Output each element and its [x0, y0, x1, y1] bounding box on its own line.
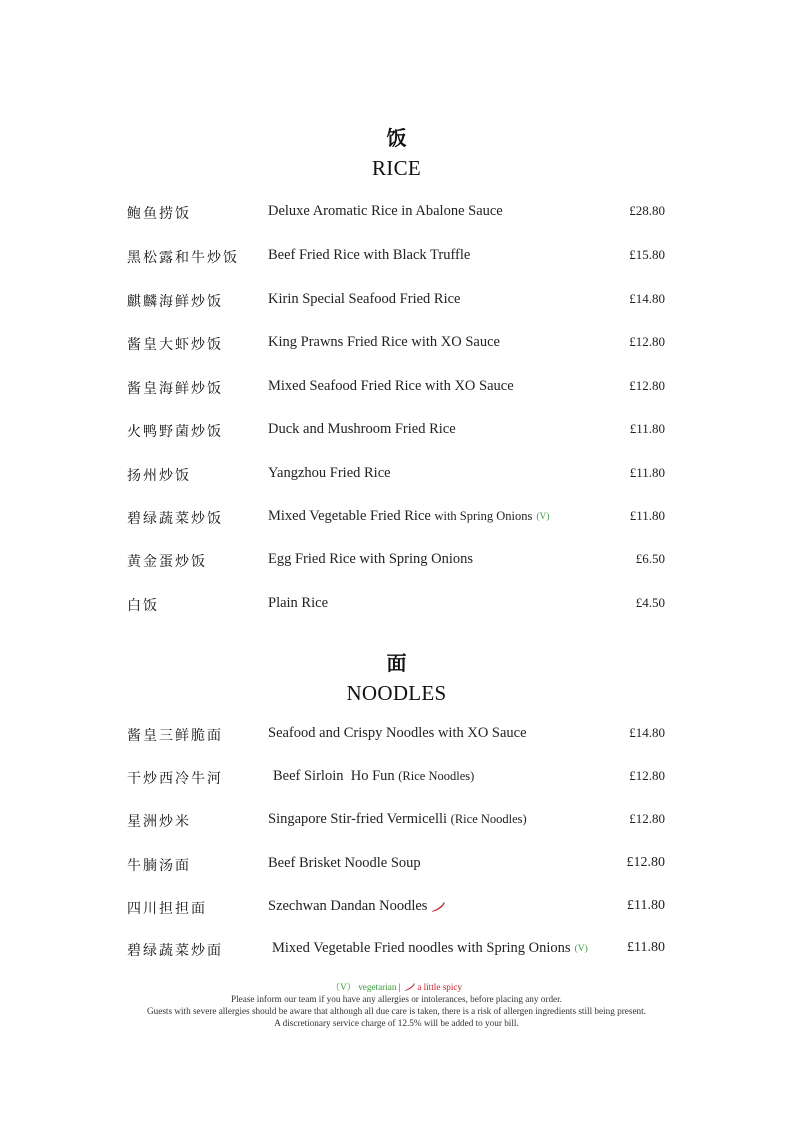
dish-name-en: Duck and Mushroom Fried Rice [268, 421, 456, 437]
rice-title-zh: 饭 [386, 126, 407, 150]
noodles-title-en: NOODLES [346, 681, 447, 705]
legend [0, 982, 793, 995]
dish-name-zh: 星洲炒米 [127, 814, 191, 830]
dish-name-en: King Prawns Fried Rice with XO Sauce [268, 334, 500, 350]
menu-item [0, 940, 793, 964]
dish-name-main: Mixed Vegetable Fried Rice [268, 508, 431, 524]
dish-name-zh: 牛腩汤面 [127, 858, 191, 874]
chili-pepper-icon [404, 983, 415, 995]
dish-name-en [268, 508, 550, 525]
menu-item [0, 203, 793, 227]
dish-name-zh: 黑松露和牛炒饭 [127, 250, 239, 266]
dish-name-zh: 火鸭野菌炒饭 [127, 424, 223, 440]
dish-name-en: Mixed Seafood Fried Rice with XO Sauce [268, 378, 514, 394]
dish-name-zh: 扬州炒饭 [127, 468, 191, 484]
dish-price: £14.80 [629, 291, 665, 306]
dish-name-en: Deluxe Aromatic Rice in Abalone Sauce [268, 203, 503, 219]
dish-name-suffix: (Rice Noodles) [450, 812, 527, 826]
dish-price: £11.80 [629, 465, 665, 480]
legend-spicy: a little spicy [417, 982, 463, 992]
dish-name-zh: 干炒西冷牛河 [127, 771, 223, 787]
menu-item [0, 551, 793, 575]
dish-price: £6.50 [635, 551, 665, 566]
dish-price: £12.80 [629, 334, 665, 349]
service-charge-note: A discretionary service charge of 12.5% will be added to your bill. [274, 1018, 519, 1028]
dish-price: £11.80 [629, 508, 665, 523]
menu-item [0, 725, 793, 749]
dish-price: £28.80 [629, 203, 665, 218]
dish-name-main: Szechwan Dandan Noodles [268, 898, 428, 914]
legend-separator: | [398, 982, 401, 992]
dish-price: £4.50 [635, 595, 665, 610]
dish-name-en [268, 898, 445, 917]
dish-name-suffix: (Rice Noodles) [398, 769, 475, 783]
menu-item [0, 465, 793, 489]
dish-name-en [272, 940, 588, 957]
menu-item [0, 421, 793, 445]
dish-name-zh: 酱皇海鲜炒饭 [127, 381, 223, 397]
dish-price: £12.80 [629, 378, 665, 393]
menu-item [0, 334, 793, 358]
dish-name-main: Mixed Vegetable Fried noodles with Spring Onions [272, 940, 571, 956]
rice-title-en: RICE [371, 156, 422, 180]
allergen-warning: Guests with severe allergies should be aware that although all due care is taken, there is a risk of allergen ingredients still being present. [147, 1006, 646, 1016]
dish-price: £11.80 [627, 940, 665, 955]
dish-name-zh: 酱皇大虾炒饭 [127, 337, 223, 353]
menu-item [0, 811, 793, 835]
menu-item [0, 247, 793, 271]
menu-item [0, 291, 793, 315]
dish-name-en: Beef Brisket Noodle Soup [268, 855, 421, 871]
legend-vegetarian: （V） vegetarian [330, 982, 397, 992]
menu-item [0, 508, 793, 532]
dish-price: £12.80 [629, 811, 665, 826]
dish-price: £14.80 [629, 725, 665, 740]
dish-name-suffix: with Spring Onions [434, 509, 533, 523]
dish-price: £12.80 [626, 855, 665, 870]
noodles-title-zh: 面 [386, 651, 407, 675]
dish-name-en: Kirin Special Seafood Fried Rice [268, 291, 461, 307]
dish-name-en: Yangzhou Fried Rice [268, 465, 391, 481]
dish-name-en: Egg Fried Rice with Spring Onions [268, 551, 474, 567]
dish-name-main: Beef Sirloin Ho Fun [273, 768, 395, 784]
dish-name-zh: 白饭 [127, 598, 159, 614]
dish-price: £12.80 [629, 768, 665, 783]
allergy-notice: Please inform our team if you have any allergies or intolerances, before placing any order. [231, 994, 562, 1004]
dish-name-zh: 酱皇三鲜脆面 [127, 728, 223, 744]
dish-name-en [268, 811, 527, 828]
dish-name-en: Plain Rice [268, 595, 329, 611]
vegetarian-badge: (V) [574, 944, 588, 954]
dish-name-en [273, 768, 474, 785]
dish-name-zh: 四川担担面 [127, 901, 207, 917]
menu-item [0, 898, 793, 922]
dish-name-main: Singapore Stir-fried Vermicelli [268, 811, 448, 827]
dish-name-en: Seafood and Crispy Noodles with XO Sauce [268, 725, 527, 741]
dish-name-zh: 黄金蛋炒饭 [127, 554, 207, 570]
dish-price: £15.80 [629, 247, 665, 262]
menu-item [0, 855, 793, 879]
menu-item [0, 595, 793, 619]
dish-name-zh: 碧绿蔬菜炒饭 [127, 511, 223, 527]
vegetarian-badge: (V) [536, 512, 550, 522]
dish-name-zh: 碧绿蔬菜炒面 [127, 943, 223, 959]
dish-name-zh: 鲍鱼捞饭 [127, 206, 191, 222]
dish-name-zh: 麒麟海鲜炒饭 [127, 294, 223, 310]
chili-pepper-icon [431, 900, 445, 917]
menu-item [0, 378, 793, 402]
dish-price: £11.80 [627, 898, 665, 913]
dish-name-en: Beef Fried Rice with Black Truffle [268, 247, 471, 263]
dish-price: £11.80 [629, 421, 665, 436]
menu-item [0, 768, 793, 792]
